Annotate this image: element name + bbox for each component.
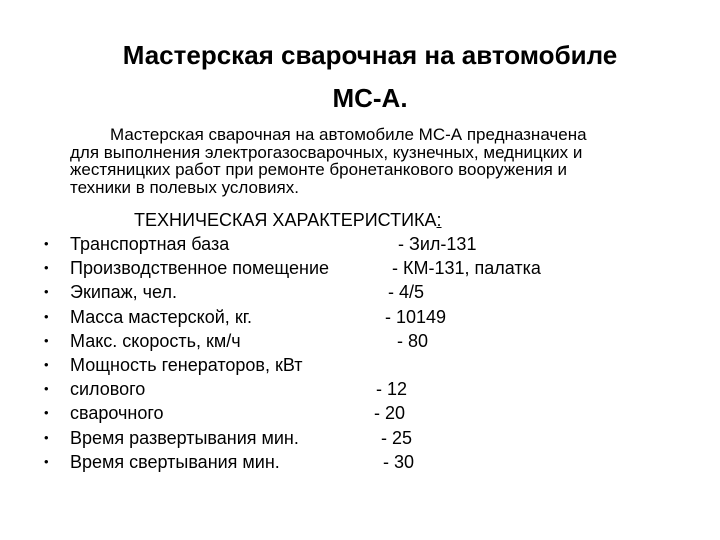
bullet-icon: • [44,429,49,445]
spec-label: сварочного [70,403,164,424]
spec-value: - КМ-131, палатка [392,258,541,279]
spec-label: Время развертывания мин. [70,427,299,448]
spec-label: Макс. скорость, км/ч [70,330,241,351]
intro-line-2: для выполнения электрогазосварочных, кузнечных, медницких и [70,142,583,162]
specs-heading-colon: : [436,210,442,230]
list-item [0,256,720,280]
spec-value: - Зил-131 [398,234,477,254]
intro-line-1: Мастерская сварочная на автомобиле МС-А предназначена [110,125,587,144]
list-item [0,280,720,304]
title-line-2: МС-А. [332,83,408,113]
spec-value: - 20 [374,403,406,424]
spec-label: силового [70,379,146,400]
spec-label: Мощность генераторов, кВт [70,354,303,375]
spec-value: - 4/5 [388,282,425,303]
spec-value: - 10149 [385,306,447,327]
spec-label: Экипаж, чел. [70,282,177,303]
specs-heading-text: ТЕХНИЧЕСКАЯ ХАРАКТЕРИСТИКА [134,210,437,230]
bullet-icon: • [44,332,49,348]
bullet-icon: • [44,356,49,372]
list-item [0,353,720,377]
spec-label: Время свертывания мин. [70,451,280,472]
bullet-icon: • [44,405,49,421]
list-item [0,377,720,401]
intro-paragraph [70,126,710,196]
bullet-icon: • [44,236,49,251]
intro-line-4: техники в полевых условиях. [70,177,299,197]
spec-label: Транспортная база [70,234,230,254]
spec-label: Производственное помещение [70,258,330,279]
list-item [0,305,720,329]
spec-label: Масса мастерской, кг. [70,306,253,327]
page-title [40,34,700,120]
bullet-icon: • [44,260,49,276]
spec-value: - 80 [397,330,429,351]
list-item [0,232,720,256]
specs-list [0,232,720,474]
bullet-icon: • [44,284,49,300]
title-line-1: Мастерская сварочная на автомобиле [122,40,618,70]
list-item [0,401,720,425]
list-item [0,450,720,474]
bullet-icon: • [44,308,49,324]
specs-heading [134,208,442,232]
spec-value: - 12 [376,379,408,400]
list-item [0,426,720,450]
bullet-icon: • [44,453,49,469]
bullet-icon: • [44,381,49,397]
list-item [0,329,720,353]
intro-line-3: жестяницких работ при ремонте бронетанкового вооружения и [70,160,568,179]
spec-value: - 25 [381,427,413,448]
spec-value: - 30 [383,451,415,472]
